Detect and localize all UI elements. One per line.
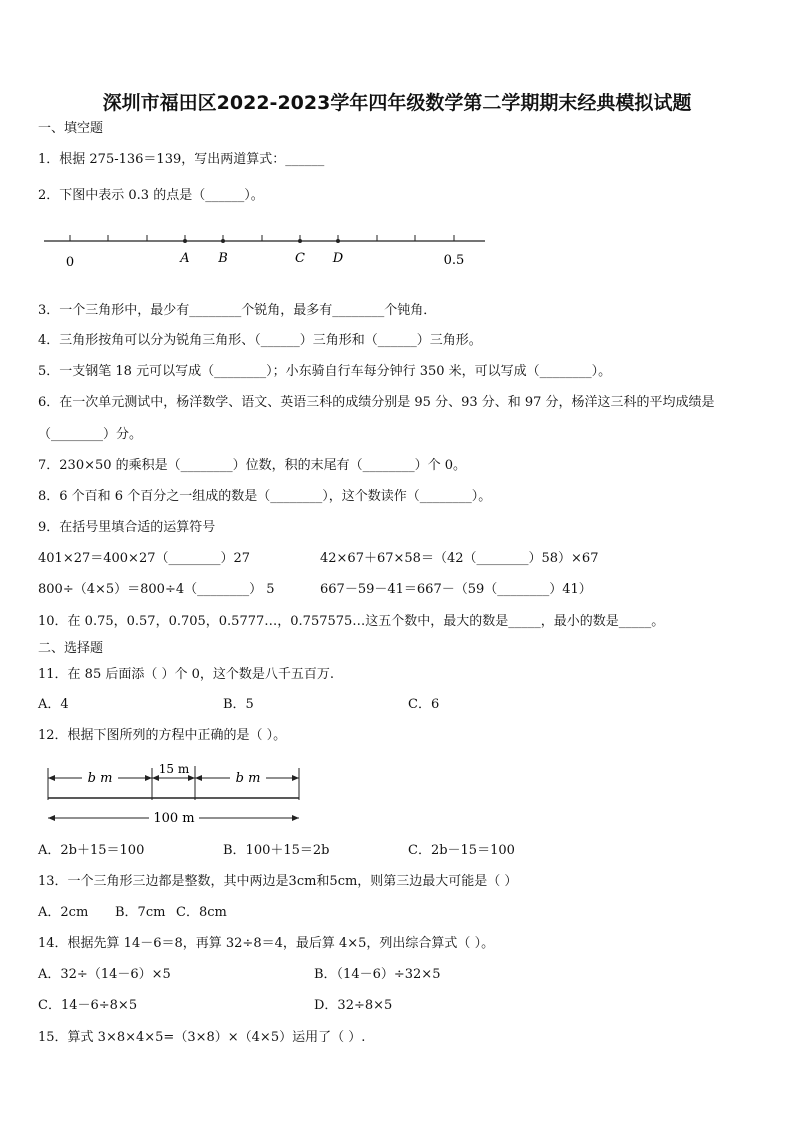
- question-11-option-c: C．6: [408, 697, 440, 712]
- question-10: 10．在 0.75，0.57，0.705，0.5777…，0.757575…这五个数中，最大的数是_____，最小的数是_____。: [38, 614, 665, 629]
- point-c-label: C: [295, 251, 305, 266]
- question-15: 15．算式 3×8×4×5=（3×8）×（4×5）运用了（ ）.: [38, 1030, 366, 1045]
- question-3: 3．一个三角形中，最少有________个锐角，最多有________个钝角．: [38, 303, 437, 318]
- number-line-figure: [40, 226, 490, 274]
- question-9-item-c: 800÷（4×5）＝800÷4（________） 5: [38, 582, 275, 597]
- question-9: 9．在括号里填合适的运算符号: [38, 520, 216, 535]
- question-12: 12．根据下图所列的方程中正确的是（ ）。: [38, 728, 287, 743]
- question-9-item-a: 401×27＝400×27（________）27: [38, 551, 251, 566]
- question-13: 13．一个三角形三边都是整数，其中两边是3cm和5cm，则第三边最大可能是（ ）: [38, 874, 518, 889]
- question-7: 7．230×50 的乘积是（________）位数，积的末尾有（________）个 0。: [38, 458, 467, 473]
- question-12-option-b: B．100＋15＝2b: [223, 843, 330, 858]
- section-fill-in: 一、填空题: [38, 121, 104, 136]
- question-9-item-b: 42×67＋67×58＝（42（________）58）×67: [320, 551, 599, 566]
- point-c-dot: [298, 239, 302, 243]
- question-14-option-d: D．32÷8×5: [314, 998, 393, 1013]
- segment-b-right-label: b m: [235, 771, 261, 786]
- question-2: 2．下图中表示 0.3 的点是（______）。: [38, 188, 264, 203]
- segment-total-label: 100 m: [153, 811, 195, 826]
- question-11: 11．在 85 后面添（ ）个 0，这个数是八千五百万.: [38, 667, 335, 682]
- point-d-dot: [336, 239, 340, 243]
- question-11-option-b: B．5: [223, 697, 254, 712]
- point-b-dot: [221, 239, 225, 243]
- number-line-end-label: 0.5: [443, 253, 465, 268]
- question-14-option-b: B．（14－6）÷32×5: [314, 967, 441, 982]
- point-b-label: B: [218, 251, 228, 266]
- question-6-line-1: 6．在一次单元测试中，杨洋数学、语文、英语三科的成绩分别是 95 分、93 分、和 97 分，杨洋这三科的平均成绩是: [38, 395, 715, 410]
- question-4: 4．三角形按角可以分为锐角三角形、（______）三角形和（______）三角形。: [38, 333, 482, 348]
- point-a-dot: [183, 239, 187, 243]
- question-9-item-d: 667－59－41＝667－（59（________）41）: [320, 582, 592, 597]
- exam-title: 深圳市福田区2022-2023学年四年级数学第二学期期末经典模拟试题: [102, 92, 692, 114]
- question-6-line-2: （________）分。: [38, 427, 143, 442]
- question-1: 1．根据 275-136＝139，写出两道算式：______: [38, 152, 325, 167]
- question-13-option-a: A．2cm: [38, 905, 89, 920]
- question-12-option-a: A．2b＋15＝100: [38, 843, 145, 858]
- point-d-label: D: [332, 251, 344, 266]
- question-12-option-c: C．2b－15＝100: [408, 843, 515, 858]
- question-14-option-a: A．32÷（14－6）×5: [38, 967, 171, 982]
- segment-b-left-label: b m: [87, 771, 113, 786]
- question-8: 8．6 个百和 6 个百分之一组成的数是（________），这个数读作（________）。: [38, 489, 492, 504]
- question-13-option-b: B．7cm: [115, 905, 166, 920]
- question-5: 5．一支钢笔 18 元可以写成（________）；小东骑自行车每分钟行 350 米，可以写成（________）。: [38, 364, 612, 379]
- section-choice: 二、选择题: [38, 641, 104, 656]
- point-a-label: A: [180, 251, 190, 266]
- question-11-option-a: A．4: [38, 697, 69, 712]
- question-13-option-c: C．8cm: [176, 905, 227, 920]
- number-line-zero-label: 0: [65, 255, 75, 270]
- segment-15m-label: 15 m: [158, 762, 190, 776]
- question-14: 14．根据先算 14－6＝8，再算 32÷8＝4，最后算 4×5，列出综合算式（ ）。: [38, 936, 495, 951]
- question-14-option-c: C．14－6÷8×5: [38, 998, 138, 1013]
- segment-diagram: [44, 760, 306, 830]
